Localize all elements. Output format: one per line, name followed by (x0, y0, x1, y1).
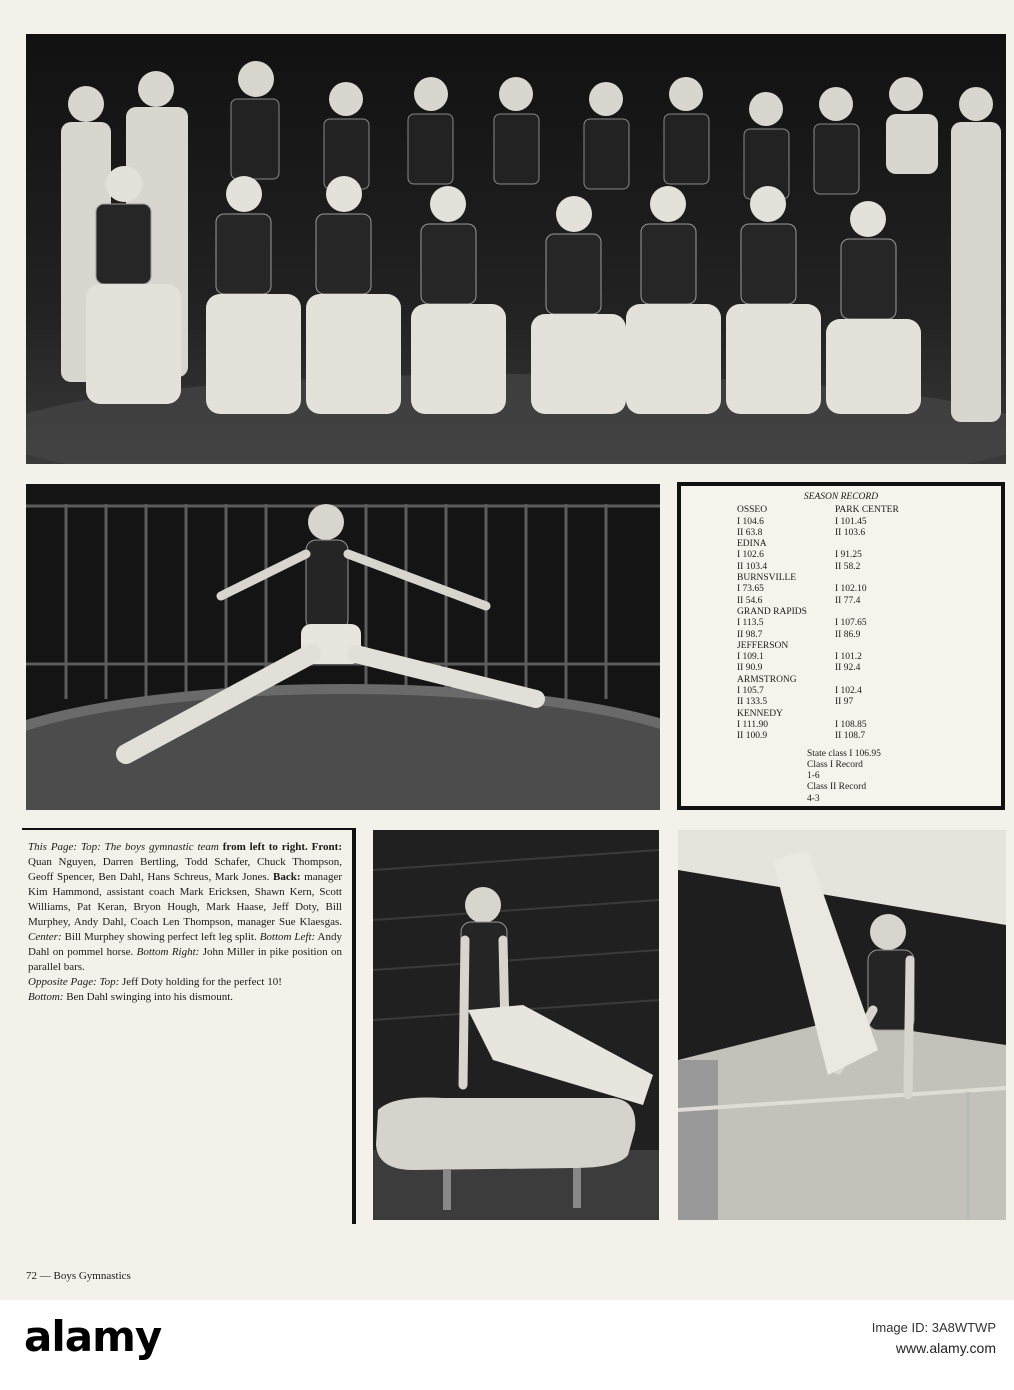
season-summary (693, 749, 989, 805)
meet-team: EDINA (737, 539, 767, 550)
score: I 102.4 (835, 686, 862, 697)
photo-caption (22, 828, 356, 1224)
split-photo (26, 484, 660, 810)
caption-bottom-label: Bottom: (28, 991, 64, 1003)
season-record-title: SEASON RECORD (803, 492, 879, 502)
pommel-horse-photo (373, 830, 659, 1220)
summary-line: Class I Record (807, 759, 863, 770)
score: I 111.90 (737, 719, 768, 730)
score: I 101.45 (835, 516, 867, 527)
score: II 103.6 (835, 527, 866, 538)
score: II 92.4 (835, 663, 861, 674)
caption-front-text: Quan Nguyen, Darren Bertling, Todd Schafer, Chuck Thompson, Geoff Spencer, Ben Dahl, Hans Schreus, Mark Jones. (28, 856, 342, 883)
meet-team: GRAND RAPIDS (737, 606, 807, 617)
season-record-box (677, 482, 1005, 810)
score: II 90.9 (737, 663, 763, 674)
score: I 113.5 (737, 618, 764, 629)
score: II 108.7 (835, 731, 866, 742)
score: I 91.25 (835, 550, 862, 561)
score: II 63.8 (737, 527, 763, 538)
park-center-header: PARK CENTER (835, 505, 899, 516)
parallel-bars-photo (678, 830, 1006, 1220)
caption-bottom-right-label: Bottom Right: (133, 946, 200, 958)
banner-url[interactable]: www.alamy.com (895, 1340, 996, 1356)
score: I 109.1 (737, 652, 764, 663)
summary-line: 4-3 (807, 793, 820, 804)
score: II 133.5 (737, 697, 768, 708)
caption-bottom-left-label: Bottom Left: (256, 931, 316, 943)
score: I 73.65 (737, 584, 764, 595)
page-footer: 72 — Boys Gymnastics (26, 1270, 131, 1282)
meet-team: ARMSTRONG (737, 674, 797, 685)
caption-bottom-left-text: Andy Dahl on pommel horse. (28, 931, 342, 958)
score: I 101.2 (835, 652, 862, 663)
score: I 105.7 (737, 686, 764, 697)
score: II 86.9 (835, 629, 861, 640)
score: I 102.10 (835, 584, 867, 595)
summary-line: 1-6 (807, 771, 820, 782)
score: I 107.65 (835, 618, 867, 629)
score: II 97 (835, 697, 854, 708)
osseo-header: OSSEO (737, 505, 768, 516)
caption-opposite-text: Jeff Doty holding for the perfect 10! (119, 976, 282, 988)
score: II 98.7 (737, 629, 763, 640)
stock-banner (0, 1300, 1014, 1390)
caption-bottom-right-text: John Miller in pike position on parallel bars. (28, 946, 342, 973)
meet-team: JEFFERSON (737, 640, 789, 651)
caption-bottom-text: Ben Dahl swinging into his dismount. (63, 991, 234, 1003)
score: I 104.6 (737, 516, 764, 527)
caption-opposite-label: Opposite Page: Top: (28, 976, 120, 988)
score: I 102.6 (737, 550, 764, 561)
caption-back-label: Back: (269, 871, 301, 883)
caption-front-label: Front: (311, 841, 342, 853)
score: II 54.6 (737, 595, 763, 606)
meet-team: BURNSVILLE (737, 573, 797, 584)
score: I 108.85 (835, 719, 867, 730)
alamy-logo: alamy (24, 1312, 162, 1361)
meet-team: KENNEDY (737, 708, 783, 719)
summary-line: State class I 106.95 (807, 748, 881, 759)
caption-intro: This Page: Top: The boys gymnastic team (28, 841, 219, 853)
caption-intro-bold: from left to right. (218, 841, 308, 853)
image-id: Image ID: 3A8WTWP (871, 1320, 996, 1335)
caption-center-label: Center: (28, 931, 62, 943)
score: II 100.9 (737, 731, 768, 742)
score: II 77.4 (835, 595, 861, 606)
caption-back-text: manager Kim Hammond, assistant coach Mark Ericksen, Shawn Kern, Scott Williams, Pat Keran, Bryon Hough, Mark Haase, Jeff Doty, Bill Murphey, Andy Dahl, Coach Len Thompson, manager Sue Klaesgas. (28, 871, 343, 928)
caption-center-text: Bill Murphey showing perfect left leg split. (61, 931, 257, 943)
banner-meta (872, 1318, 996, 1358)
score: II 103.4 (737, 561, 768, 572)
team-photo (26, 34, 1006, 464)
summary-line: Class II Record (807, 782, 867, 793)
score: II 58.2 (835, 561, 861, 572)
